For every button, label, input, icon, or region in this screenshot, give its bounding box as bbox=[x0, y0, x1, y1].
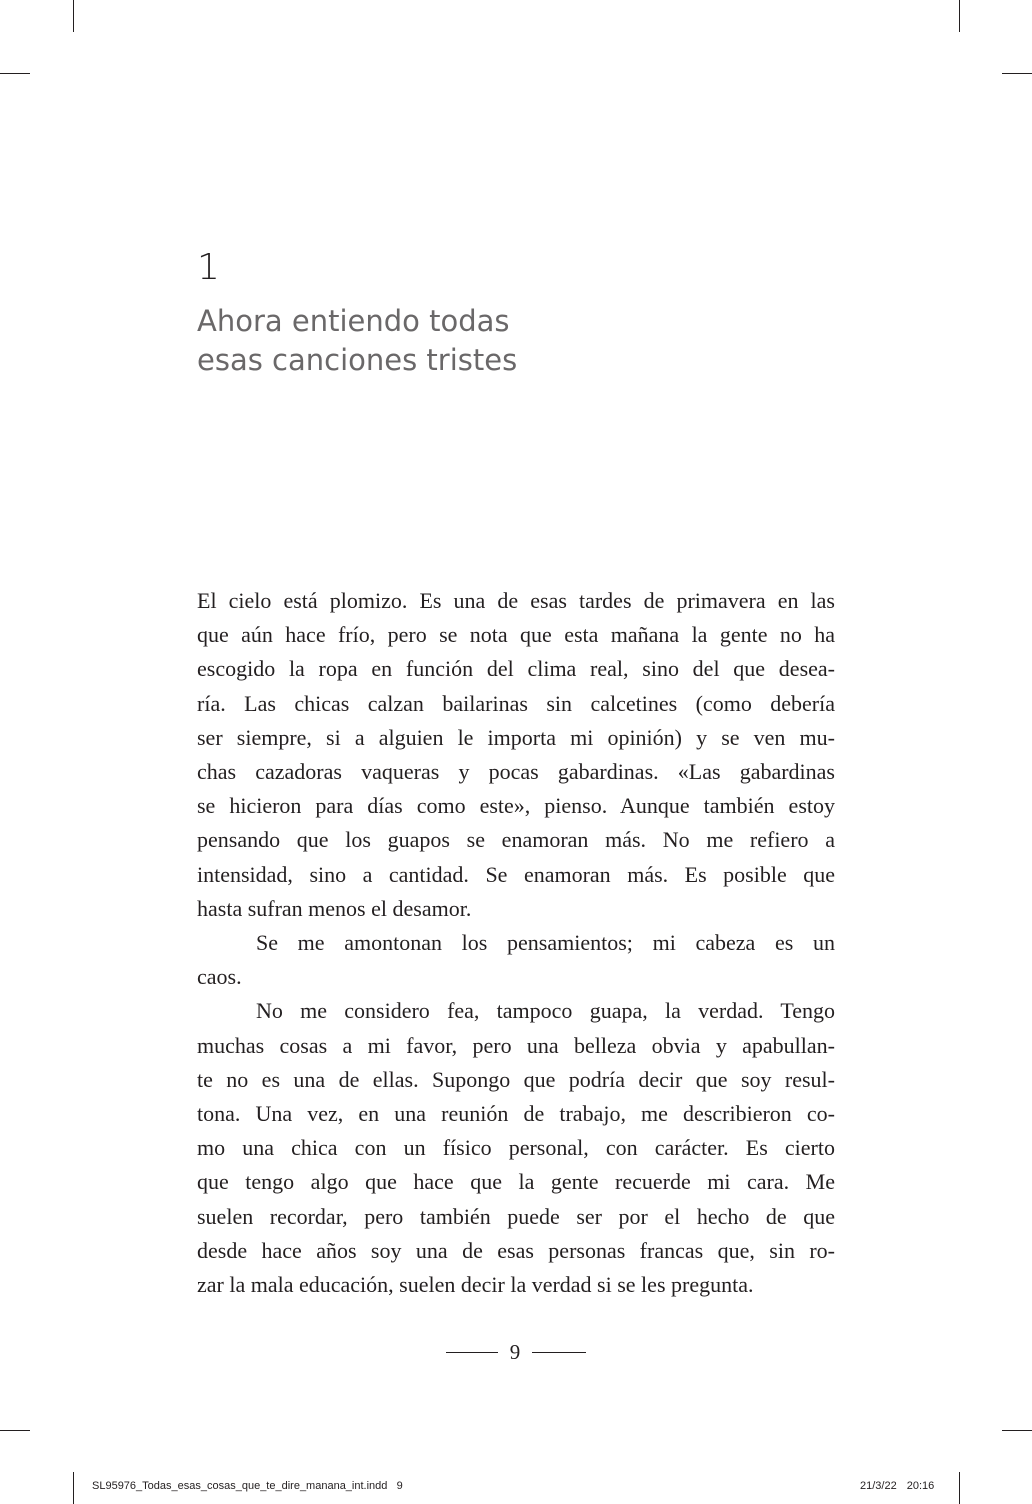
text-line: zar la mala educación, suelen decir la verdad si se les pregunta. bbox=[197, 1272, 754, 1298]
slug-timestamp bbox=[860, 1479, 934, 1493]
crop-mark-left-bottom bbox=[0, 1430, 30, 1431]
page-folio bbox=[446, 1337, 586, 1367]
text-line: hasta sufran menos el desamor. bbox=[197, 895, 472, 921]
folio-rule-left bbox=[446, 1352, 498, 1353]
chapter-title-line: esas canciones tristes bbox=[197, 343, 518, 377]
text-line: suelen recordar, pero también puede ser por el hecho de que bbox=[197, 1203, 835, 1229]
text-line: chas cazadoras vaqueras y pocas gabardinas. «Las gabardinas bbox=[197, 759, 835, 785]
text-line: caos. bbox=[197, 964, 242, 990]
text-line: muchas cosas a mi favor, pero una belleza obvia y apabullan- bbox=[197, 1032, 835, 1058]
text-line: que aún hace frío, pero se nota que esta mañana la gente no ha bbox=[197, 622, 835, 648]
crop-mark-top-left bbox=[73, 0, 74, 32]
page-number: 9 bbox=[509, 1340, 521, 1364]
text-line: mo una chica con un físico personal, con carácter. Es cierto bbox=[197, 1135, 835, 1161]
text-line: pensando que los guapos se enamoran más. No me refiero a bbox=[197, 827, 835, 853]
chapter-title bbox=[197, 302, 517, 380]
chapter-title-line: Ahora entiendo todas bbox=[197, 304, 510, 338]
paragraph bbox=[197, 926, 835, 994]
paragraph bbox=[197, 584, 835, 926]
crop-mark-right-bottom bbox=[1002, 1430, 1032, 1431]
text-line: No me considero fea, tampoco guapa, la verdad. Tengo bbox=[256, 998, 835, 1024]
text-line: El cielo está plomizo. Es una de esas tardes de primavera en las bbox=[197, 588, 835, 613]
text-line: te no es una de ellas. Supongo que podría decir que soy resul- bbox=[197, 1066, 835, 1092]
chapter-number: 1 bbox=[197, 247, 220, 288]
text-line: desde hace años soy una de esas personas francas que, sin ro- bbox=[197, 1237, 835, 1263]
text-line: Se me amontonan los pensamientos; mi cabeza es un bbox=[256, 930, 835, 956]
slug-time: 20:16 bbox=[906, 1480, 935, 1492]
body-text bbox=[197, 584, 835, 1302]
crop-mark-bottom-left bbox=[73, 1472, 74, 1504]
crop-mark-left-top bbox=[0, 73, 30, 74]
slug-filename: SL95976_Todas_esas_cosas_que_te_dire_manana_int.indd 9 bbox=[92, 1480, 403, 1492]
text-line: ría. Las chicas calzan bailarinas sin calcetines (como debería bbox=[197, 690, 835, 716]
crop-mark-right-top bbox=[1002, 73, 1032, 74]
text-line: que tengo algo que hace que la gente recuerde mi cara. Me bbox=[197, 1169, 835, 1195]
text-line: escogido la ropa en función del clima real, sino del que desea- bbox=[197, 656, 835, 682]
text-line: ser siempre, si a alguien le importa mi opinión) y se ven mu- bbox=[197, 724, 835, 750]
crop-mark-top-right bbox=[959, 0, 960, 32]
text-line: se hicieron para días como este», pienso. Aunque también estoy bbox=[197, 793, 835, 819]
folio-rule-right bbox=[532, 1352, 586, 1353]
text-line: intensidad, sino a cantidad. Se enamoran más. Es posible que bbox=[197, 861, 835, 887]
paragraph bbox=[197, 994, 835, 1302]
crop-mark-bottom-right bbox=[959, 1472, 960, 1504]
text-line: tona. Una vez, en una reunión de trabajo, me describieron co- bbox=[197, 1101, 835, 1127]
slug-date: 21/3/22 bbox=[860, 1480, 897, 1492]
